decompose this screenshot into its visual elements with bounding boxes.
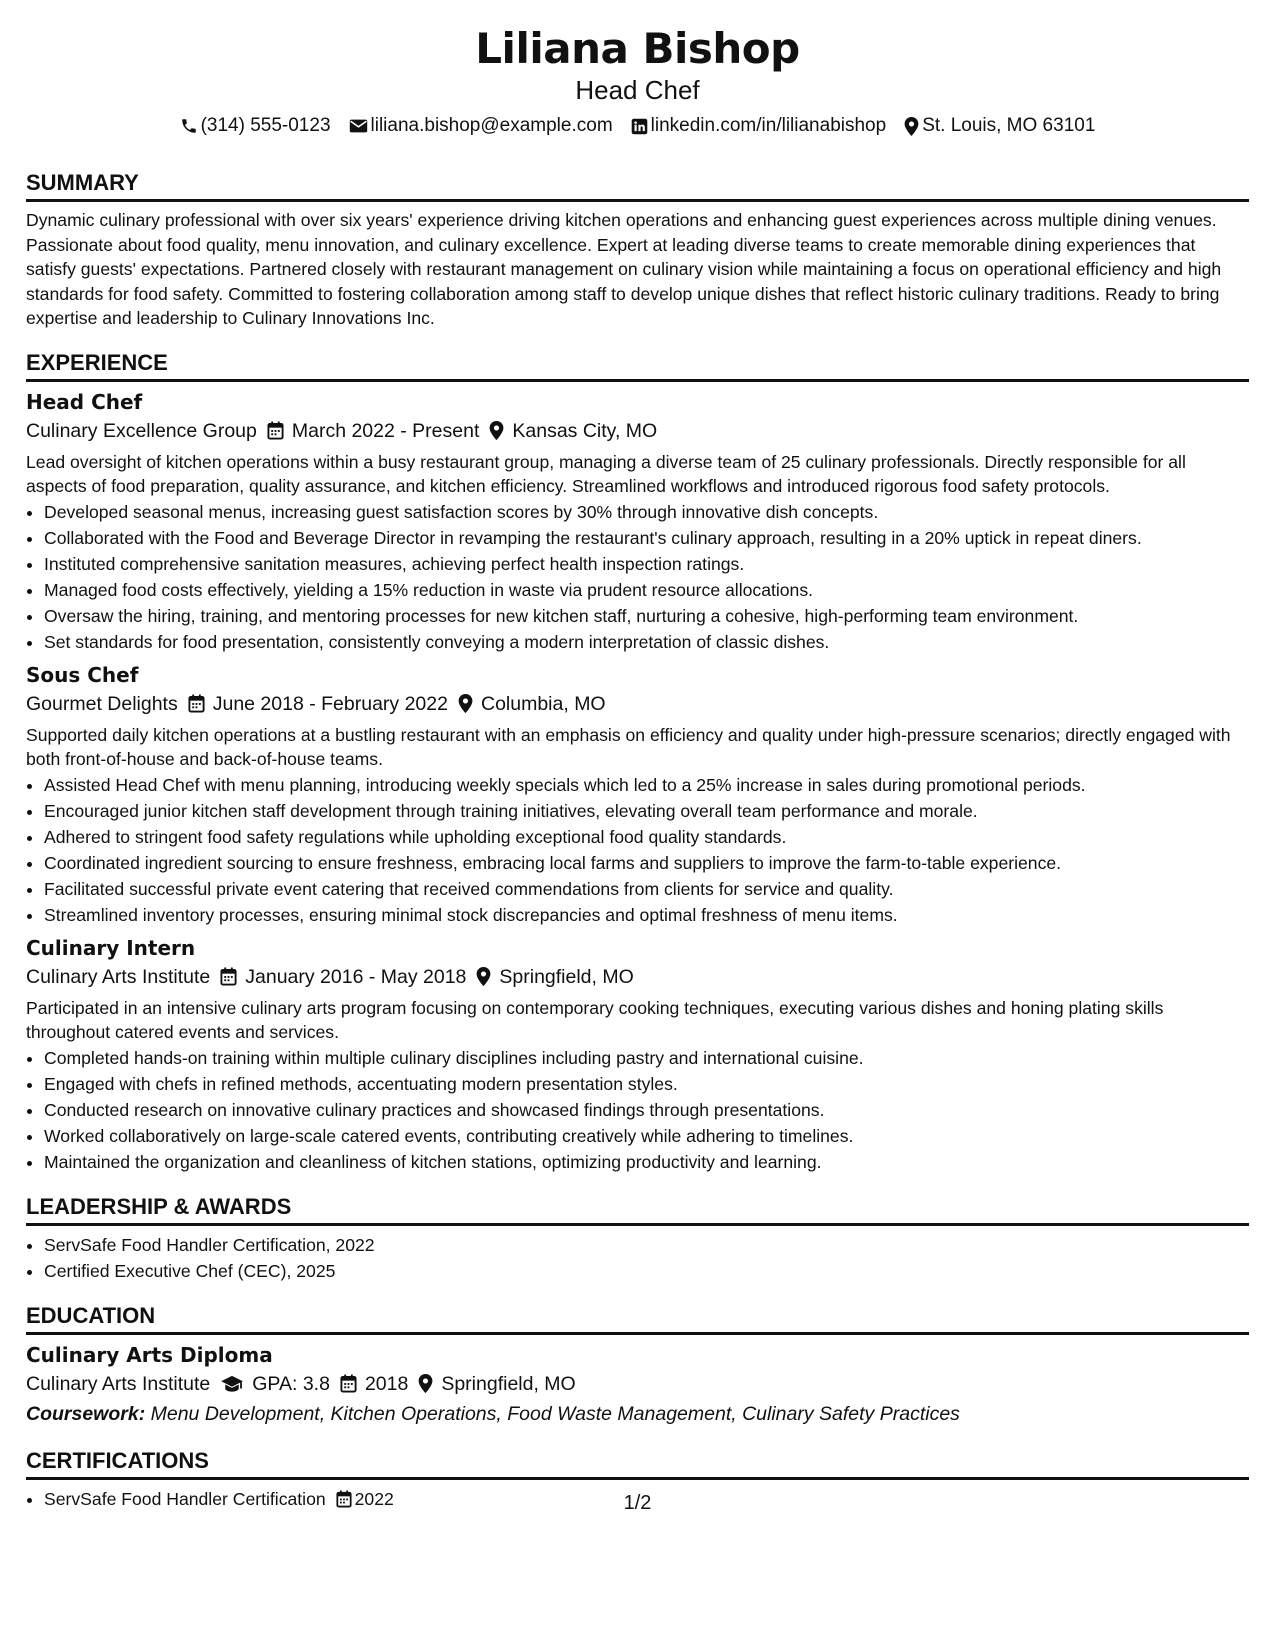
education-meta <box>26 1369 1249 1399</box>
phone-text: (314) 555-0123 <box>200 115 331 136</box>
coursework <box>26 1399 1249 1429</box>
list-item: • Engaged with chefs in refined methods, accentuating modern presentation styles. <box>44 1071 1249 1097</box>
map-pin-icon <box>476 967 491 986</box>
phone-icon <box>180 117 198 135</box>
email-link[interactable]: liliana.bishop@example.com <box>370 115 613 136</box>
list-item: • Maintained the organization and cleanliness of kitchen stations, optimizing productivity and learning. <box>44 1149 1249 1175</box>
list-item: • Set standards for food presentation, consistently conveying a modern interpretation of classic dishes. <box>44 629 1249 655</box>
resume-page <box>26 0 1249 1512</box>
contact-bar <box>26 113 1249 139</box>
education-location-text: Springfield, MO <box>441 1372 576 1395</box>
section-title: EXPERIENCE <box>26 349 1249 382</box>
section-title: CERTIFICATIONS <box>26 1447 1249 1480</box>
list-item: • Streamlined inventory processes, ensuring minimal stock discrepancies and optimal freshness of menu items. <box>44 902 1249 928</box>
education-location <box>418 1369 575 1399</box>
list-item: • Certified Executive Chef (CEC), 2025 <box>44 1258 1249 1284</box>
calendar-icon <box>188 694 205 713</box>
calendar-icon <box>220 967 237 986</box>
list-item: • Facilitated successful private event catering that received commendations from clients for service and quality. <box>44 876 1249 902</box>
job-bullets <box>26 499 1249 655</box>
job-location <box>489 416 657 446</box>
job-company: Culinary Excellence Group <box>26 419 257 442</box>
list-item: • Adhered to stringent food safety regulations while upholding exceptional food quality standards. <box>44 824 1249 850</box>
map-pin-icon <box>458 694 473 713</box>
section-title: SUMMARY <box>26 169 1249 202</box>
summary-section <box>26 169 1249 331</box>
job-description: Participated in an intensive culinary arts program focusing on contemporary cooking techniques, executing various dishes and honing plating skills throughout catered events and services. <box>26 997 1164 1042</box>
envelope-icon <box>349 118 368 134</box>
job-title: Sous Chef <box>26 662 139 687</box>
job-dates-text: June 2018 - February 2022 <box>212 692 448 715</box>
experience-section <box>26 349 1249 1175</box>
section-title: EDUCATION <box>26 1302 1249 1335</box>
job-location-text: Columbia, MO <box>480 692 606 715</box>
calendar-icon <box>340 1374 357 1393</box>
leadership-list <box>26 1232 1249 1284</box>
job-location <box>476 962 633 992</box>
map-pin-icon <box>418 1374 433 1393</box>
contact-email[interactable] <box>349 113 613 139</box>
list-item: • Instituted comprehensive sanitation measures, achieving perfect health inspection ratings. <box>44 551 1249 577</box>
map-pin-icon <box>904 117 919 136</box>
job-location <box>458 689 606 719</box>
list-item: • Completed hands-on training within multiple culinary disciplines including pastry and international cuisine. <box>44 1045 1249 1071</box>
candidate-role: Head Chef <box>575 75 700 105</box>
job-description: Supported daily kitchen operations at a bustling restaurant with an emphasis on efficiency and quality under high-pressure scenarios; directly engaged with both front-of-house and back-of-house teams. <box>26 724 1231 769</box>
list-item: • Oversaw the hiring, training, and mentoring processes for new kitchen staff, nurturing a cohesive, high-performing team environment. <box>44 603 1249 629</box>
job-bullets <box>26 772 1249 928</box>
map-pin-icon <box>489 421 504 440</box>
job-dates <box>267 416 480 446</box>
education-gpa <box>220 1369 330 1399</box>
leadership-section <box>26 1193 1249 1284</box>
list-item: • Encouraged junior kitchen staff development through training initiatives, elevating overall team performance and morale. <box>44 798 1249 824</box>
contact-linkedin[interactable] <box>631 113 887 139</box>
job-meta <box>26 962 1249 992</box>
candidate-name: Liliana Bishop <box>475 24 800 73</box>
list-item: • Conducted research on innovative culinary practices and showcased findings through presentations. <box>44 1097 1249 1123</box>
coursework-text: Menu Development, Kitchen Operations, Food Waste Management, Culinary Safety Practices <box>150 1402 960 1425</box>
coursework-label: Coursework: <box>26 1402 146 1425</box>
list-item: • Developed seasonal menus, increasing guest satisfaction scores by 30% through innovative dish concepts. <box>44 499 1249 525</box>
education-year <box>340 1369 408 1399</box>
job-bullets <box>26 1045 1249 1175</box>
degree-title: Culinary Arts Diploma <box>26 1342 273 1367</box>
job-dates <box>220 962 466 992</box>
job-entry <box>26 934 1249 1175</box>
education-section <box>26 1302 1249 1429</box>
linkedin-link[interactable]: linkedin.com/in/lilianabishop <box>650 115 887 136</box>
list-item: • Collaborated with the Food and Beverage Director in revamping the restaurant's culinary approach, resulting in a 20% uptick in repeat diners. <box>44 525 1249 551</box>
summary-text: Dynamic culinary professional with over six years' experience driving kitchen operations and enhancing guest experiences across multiple dining venues. Passionate about food quality, menu innovation, and culinary excellence. Expert at leading diverse teams to create memorable dining experiences that satisfy guests' expectations. Partnered closely with restaurant management on culinary vision while maintaining a focus on operational efficiency and high standards for food safety. Committed to fostering collaboration among staff to develop unique dishes that reflect historic culinary traditions. Ready to bring expertise and leadership to Culinary Innovations Inc. <box>26 210 1222 328</box>
list-item: • Worked collaboratively on large-scale catered events, contributing creatively while adhering to timelines. <box>44 1123 1249 1149</box>
job-location-text: Springfield, MO <box>499 965 634 988</box>
job-dates-text: January 2016 - May 2018 <box>245 965 467 988</box>
list-item: • Assisted Head Chef with menu planning, introducing weekly specials which led to a 25% increase in sales during promotional periods. <box>44 772 1249 798</box>
list-item: • Coordinated ingredient sourcing to ensure freshness, embracing local farms and suppliers to improve the farm-to-table experience. <box>44 850 1249 876</box>
job-entry <box>26 388 1249 655</box>
certification-date-text: 2022 <box>354 1488 394 1509</box>
job-meta <box>26 416 1249 446</box>
job-dates <box>188 689 448 719</box>
calendar-icon <box>267 421 284 440</box>
job-title: Culinary Intern <box>26 935 196 960</box>
gpa-text: GPA: 3.8 <box>252 1372 330 1395</box>
list-item: • ServSafe Food Handler Certification, 2022 <box>44 1232 1249 1258</box>
resume-header <box>26 0 1249 139</box>
job-entry <box>26 661 1249 928</box>
contact-phone <box>180 113 331 139</box>
job-title: Head Chef <box>26 389 143 414</box>
page-number: 1/2 <box>623 1492 652 1514</box>
year-text: 2018 <box>364 1372 409 1395</box>
job-location-text: Kansas City, MO <box>512 419 658 442</box>
location-text: St. Louis, MO 63101 <box>922 115 1096 136</box>
graduation-cap-icon <box>220 1375 244 1393</box>
job-meta <box>26 689 1249 719</box>
job-company: Gourmet Delights <box>26 692 178 715</box>
job-company: Culinary Arts Institute <box>26 965 211 988</box>
job-dates-text: March 2022 - Present <box>291 419 480 442</box>
school-name: Culinary Arts Institute <box>26 1372 211 1395</box>
job-description: Lead oversight of kitchen operations within a busy restaurant group, managing a diverse team of 25 culinary professionals. Directly responsible for all aspects of food preparation, quality assurance, and kitchen efficiency. Streamlined workflows and introduced rigorous food safety protocols. <box>26 451 1186 496</box>
list-item: • Managed food costs effectively, yielding a 15% reduction in waste via prudent resource allocations. <box>44 577 1249 603</box>
linkedin-icon <box>631 118 648 135</box>
contact-location <box>904 113 1095 139</box>
certification-name: • ServSafe Food Handler Certification <box>44 1488 326 1509</box>
section-title: LEADERSHIP & AWARDS <box>26 1193 1249 1226</box>
